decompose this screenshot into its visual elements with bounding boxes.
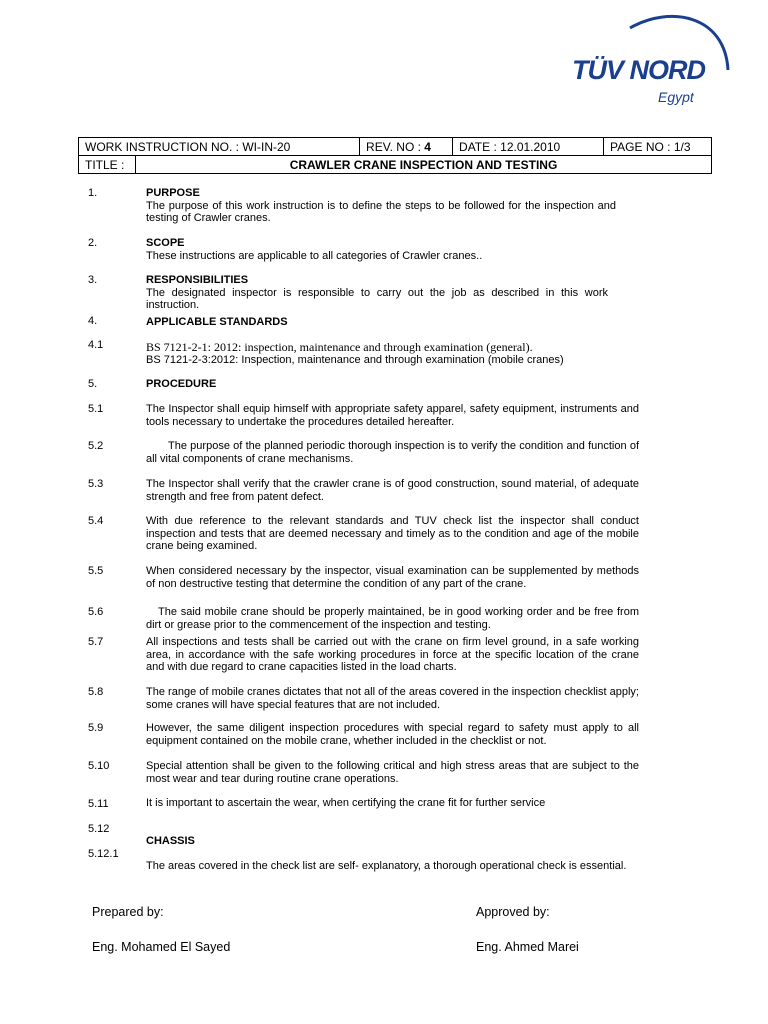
- section-text: The range of mobile cranes dictates that not all of the areas covered in the inspection checklist apply; some cranes will have special features that are not included.: [146, 686, 639, 711]
- section-number: 5.1: [88, 403, 104, 415]
- page-number: PAGE NO : 1/3: [604, 138, 712, 156]
- document-date: DATE : 12.01.2010: [453, 138, 604, 156]
- section-number: 3.: [88, 274, 98, 286]
- section-number: 5.10: [88, 760, 110, 772]
- document-header-table: [78, 137, 712, 174]
- section-number: 1.: [88, 187, 98, 199]
- section-number: 5.6: [88, 606, 104, 618]
- standard-line-1: BS 7121-2-1: 2012: inspection, maintenance and through examination (general).: [146, 340, 533, 354]
- section-number: 4.: [88, 315, 98, 327]
- section-text: The said mobile crane should be properly maintained, be in good working order and be free from dirt or grease prior to the commencement of the inspection and testing.: [146, 606, 639, 631]
- section-heading: SCOPE: [146, 237, 185, 249]
- section-text: The purpose of this work instruction is to define the steps to be followed for the inspection and testing of Crawler cranes.: [146, 199, 616, 224]
- logo-brand: TÜV NORD: [572, 55, 705, 85]
- section-text: These instructions are applicable to all categories of Crawler cranes..: [146, 249, 483, 262]
- approved-by-label: Approved by:: [476, 905, 550, 919]
- section-text: When considered necessary by the inspector, visual examination can be supplemented by methods of non destructive testing that determine the condition of any part of the crane.: [146, 565, 639, 590]
- section-heading: APPLICABLE STANDARDS: [146, 316, 288, 328]
- section-number: 4.1: [88, 339, 104, 351]
- approved-by-name: Eng. Ahmed Marei: [476, 940, 579, 954]
- section-text: Special attention shall be given to the following critical and high stress areas that are subject to the most wear and tear during routine crane operations.: [146, 760, 639, 785]
- logo-region: Egypt: [658, 89, 694, 105]
- section-text: However, the same diligent inspection procedures with special regard to safety must apply to all equipment contained on the mobile crane, whether included in the checklist or not.: [146, 722, 639, 747]
- section-number: 5.2: [88, 440, 104, 452]
- section-number: 5.12.1: [88, 848, 119, 860]
- section-heading: CHASSIS: [146, 835, 195, 847]
- section-text: The designated inspector is responsible to carry out the job as described in this work instruction.: [146, 286, 608, 311]
- section-text: The Inspector shall verify that the crawler crane is of good construction, sound material, of adequate strength and free from patent defect.: [146, 478, 639, 503]
- section-number: 5.: [88, 378, 98, 390]
- title-label: TITLE :: [79, 156, 136, 174]
- section-text: All inspections and tests shall be carried out with the crane on firm level ground, in a safe working area, in accordance with the safe working procedures in force at the specific location of the crane and with due regard to crane capacities listed in the load charts.: [146, 636, 639, 673]
- document-title: CRAWLER CRANE INSPECTION AND TESTING: [136, 156, 712, 174]
- section-number: 5.8: [88, 686, 104, 698]
- section-text: The areas covered in the check list are self- explanatory, a thorough operational check is essential.: [146, 860, 627, 872]
- section-heading: PROCEDURE: [146, 378, 217, 390]
- work-instruction-number: WORK INSTRUCTION NO. : WI-IN-20: [79, 138, 360, 156]
- section-text: The purpose of the planned periodic thorough inspection is to verify the condition and function of all vital components of crane mechanisms.: [146, 440, 639, 465]
- section-number: 5.4: [88, 515, 104, 527]
- prepared-by-label: Prepared by:: [92, 905, 164, 919]
- section-number: 2.: [88, 237, 98, 249]
- section-number: 5.3: [88, 478, 104, 490]
- section-text: It is important to ascertain the wear, when certifying the crane fit for further service: [146, 797, 546, 809]
- section-number: 5.7: [88, 636, 104, 648]
- section-number: 5.12: [88, 823, 110, 835]
- section-number: 5.9: [88, 722, 104, 734]
- revision-number: REV. NO : 4: [360, 138, 453, 156]
- section-text: The Inspector shall equip himself with appropriate safety apparel, safety equipment, instruments and tools necessary to undertake the procedures detailed hereafter.: [146, 403, 639, 428]
- section-heading: PURPOSE: [146, 187, 200, 199]
- standard-line-2: BS 7121-2-3:2012: Inspection, maintenance and through examination (mobile cranes): [146, 353, 564, 366]
- section-number: 5.11: [88, 798, 109, 810]
- section-text: With due reference to the relevant standards and TUV check list the inspector shall conduct inspection and tests that are deemed necessary and timely as to the condition and age of the mobile crane being examined.: [146, 515, 639, 552]
- section-heading: RESPONSIBILITIES: [146, 274, 249, 286]
- section-number: 5.5: [88, 565, 104, 577]
- prepared-by-name: Eng. Mohamed El Sayed: [92, 940, 231, 954]
